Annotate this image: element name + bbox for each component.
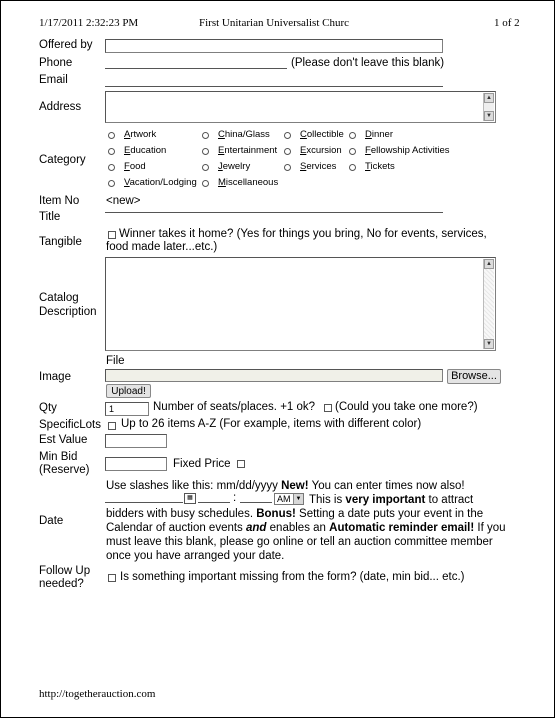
- date-note-line1: This is very important to attract: [309, 494, 474, 506]
- min-bid-input[interactable]: [105, 457, 167, 471]
- date-note-line4: must leave this blank, please go online or tell an auction committee member: [106, 536, 493, 548]
- image-label: Image: [39, 371, 71, 383]
- qty-text: Number of seats/places. +1 ok?: [153, 401, 316, 413]
- footer-url: http://togetherauction.com: [39, 688, 156, 700]
- time-separator: :: [233, 492, 237, 504]
- category-option-label: Dinner: [365, 129, 393, 140]
- hour-input[interactable]: [198, 502, 230, 503]
- address-label: Address: [39, 101, 82, 113]
- date-note-line3: Calendar of auction events and enables an Automatic reminder email! If you: [106, 522, 506, 534]
- scroll-down-icon[interactable]: ▼: [484, 111, 494, 121]
- upload-button[interactable]: Upload!: [106, 384, 151, 398]
- date-label: Date: [39, 515, 64, 527]
- specificlots-label: SpecificLots: [39, 419, 102, 431]
- offered-by-label: Offered by: [39, 39, 93, 51]
- date-note-line2: bidders with busy schedules. Bonus! Setting a date puts your event in the: [106, 508, 484, 520]
- phone-note: (Please don't leave this blank): [291, 57, 445, 69]
- category-option-label: Tickets: [365, 161, 395, 172]
- category-radio-china-glass[interactable]: [202, 132, 209, 139]
- followup-checkbox[interactable]: [108, 574, 116, 582]
- date-hint: Use slashes like this: mm/dd/yyyy New! You can enter times now also!: [106, 480, 465, 492]
- category-option-label: Vacation/Lodging: [124, 177, 197, 188]
- item-no-label: Item No: [39, 195, 80, 207]
- specificlots-checkbox[interactable]: [108, 422, 116, 430]
- category-label: Category: [39, 154, 86, 166]
- date-note-line5: once you have arranged your date.: [106, 550, 285, 562]
- scroll-up-icon[interactable]: ▲: [484, 259, 494, 269]
- est-value-input[interactable]: [105, 434, 167, 448]
- category-radio-entertainment[interactable]: [202, 148, 209, 155]
- category-radio-excursion[interactable]: [284, 148, 291, 155]
- category-radio-miscellaneous[interactable]: [202, 180, 209, 187]
- scroll-up-icon[interactable]: ▲: [484, 93, 494, 103]
- specificlots-text: Up to 26 items A-Z (For example, items with different color): [121, 418, 422, 430]
- description-label: Description: [39, 306, 97, 318]
- address-textarea[interactable]: [105, 91, 496, 123]
- category-option-label: Entertainment: [218, 145, 278, 156]
- qty-text-note: (Could you take one more?): [335, 401, 478, 413]
- scroll-down-icon[interactable]: ▼: [484, 339, 494, 349]
- category-option-label: Fellowship Activities: [365, 145, 450, 156]
- category-radio-jewelry[interactable]: [202, 164, 209, 171]
- reserve-label: (Reserve): [39, 464, 90, 476]
- followup-text: Is something important missing from the form? (date, min bid... etc.): [120, 571, 465, 583]
- description-scrollbar[interactable]: [483, 259, 494, 349]
- category-option-label: China/Glass: [218, 129, 270, 140]
- calendar-icon[interactable]: ▦: [184, 493, 196, 504]
- category-radio-tickets[interactable]: [349, 164, 356, 171]
- followup-label: Follow Up: [39, 565, 91, 577]
- category-option-label: Excursion: [300, 145, 342, 156]
- minute-input[interactable]: [240, 502, 272, 503]
- followup-label-cont: needed?: [39, 578, 84, 590]
- phone-label: Phone: [39, 57, 73, 69]
- phone-input[interactable]: [105, 68, 287, 69]
- title-input-top: [105, 212, 443, 213]
- print-page-number: 1 of 2: [494, 17, 520, 29]
- category-option-label: Food: [124, 161, 146, 172]
- browse-button[interactable]: Browse...: [447, 369, 501, 384]
- min-bid-label: Min Bid: [39, 451, 78, 463]
- title-label: Title: [39, 211, 61, 223]
- category-option-label: Education: [124, 145, 167, 156]
- chevron-down-icon[interactable]: ▼: [293, 494, 303, 504]
- category-radio-collectible[interactable]: [284, 132, 291, 139]
- print-organization: First Unitarian Universalist Churc: [199, 17, 350, 29]
- print-datetime: 1/17/2011 2:32:23 PM: [39, 17, 139, 29]
- catalog-description-textarea[interactable]: [105, 257, 496, 351]
- plus-one-checkbox[interactable]: [324, 404, 332, 412]
- category-radio-vacation-lodging[interactable]: [108, 180, 115, 187]
- offered-by-input[interactable]: [105, 39, 443, 53]
- category-radio-services[interactable]: [284, 164, 291, 171]
- fixed-price-label: Fixed Price: [173, 458, 231, 470]
- est-value-label: Est Value: [39, 434, 88, 446]
- tangible-label: Tangible: [39, 236, 82, 248]
- file-label: File: [106, 355, 125, 367]
- ampm-select[interactable]: [274, 493, 304, 505]
- address-scrollbar[interactable]: [483, 93, 494, 121]
- fixed-price-checkbox[interactable]: [237, 460, 245, 468]
- category-radio-fellowship-activities[interactable]: [349, 148, 356, 155]
- ampm-value: AM: [277, 494, 291, 504]
- category-option-label: Jewelry: [218, 161, 251, 172]
- qty-input[interactable]: 1: [105, 402, 149, 416]
- email-label: Email: [39, 74, 68, 86]
- category-radio-education[interactable]: [108, 148, 115, 155]
- category-option-label: Artwork: [124, 129, 157, 140]
- email-input[interactable]: [105, 86, 443, 87]
- category-option-label: Services: [300, 161, 337, 172]
- date-input[interactable]: [105, 502, 183, 503]
- category-radio-dinner[interactable]: [349, 132, 356, 139]
- category-option-label: Collectible: [300, 129, 344, 140]
- category-option-label: Miscellaneous: [218, 177, 279, 188]
- tangible-checkbox[interactable]: [108, 231, 116, 239]
- tangible-text: Winner takes it home? (Yes for things you bring, No for events, services,: [119, 228, 487, 240]
- category-radio-food[interactable]: [108, 164, 115, 171]
- item-no-value: <new>: [106, 195, 141, 207]
- catalog-label: Catalog: [39, 292, 79, 304]
- tangible-text-cont: food made later...etc.): [106, 241, 218, 253]
- category-radio-artwork[interactable]: [108, 132, 115, 139]
- file-path-input[interactable]: [105, 369, 443, 382]
- qty-label: Qty: [39, 402, 57, 414]
